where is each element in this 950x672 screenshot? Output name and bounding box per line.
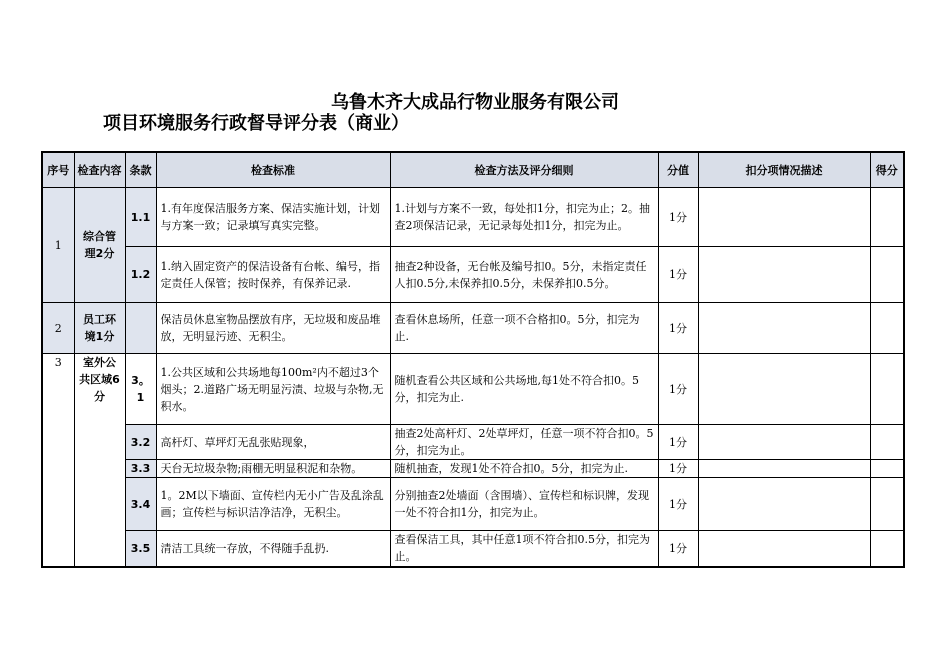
standard-cell: 清洁工具统一存放，不得随手乱扔. [156,531,390,567]
standard-cell: 1.公共区域和公共场地每100m²内不超过3个烟头；2.道路广场无明显污渍、垃圾与杂物,无积水。 [156,354,390,425]
standard-cell: 1.有年度保洁服务方案、保洁实施计划，计划与方案一致；记录填写真实完整。 [156,188,390,247]
method-cell: 随机查看公共区域和公共场地,每1处不符合扣0。5分，扣完为止. [390,354,658,425]
deduction-cell[interactable] [698,425,870,460]
table-row [42,478,904,531]
deduction-cell[interactable] [698,460,870,478]
result-cell[interactable] [870,303,904,354]
score-cell: 1分 [658,478,698,531]
section-seq: 1 [42,188,74,303]
result-cell[interactable] [870,460,904,478]
table-row [42,425,904,460]
score-cell: 1分 [658,460,698,478]
standard-cell: 保洁员休息室物品摆放有序，无垃圾和废品堆放，无明显污迹、无积尘。 [156,303,390,354]
result-cell[interactable] [870,247,904,303]
result-cell[interactable] [870,354,904,425]
form-title: 项目环境服务行政督导评分表（商业） [103,113,409,134]
header-seq: 序号 [42,152,74,188]
method-cell: 查看保洁工具，其中任意1项不符合扣0.5分，扣完为止。 [390,531,658,567]
method-cell: 分别抽查2处墙面（含围墙）、宣传栏和标识牌，发现一处不符合扣1分，扣完为止。 [390,478,658,531]
section-content: 综合管理2分 [74,188,125,303]
deduction-cell[interactable] [698,531,870,567]
section-seq: 2 [42,303,74,354]
section-seq: 3 [42,354,74,567]
standard-cell: 1.纳入固定资产的保洁设备有台帐、编号，指定责任人保管；按时保养，有保养记录. [156,247,390,303]
clause-number: 3。1 [125,354,156,425]
deduction-cell[interactable] [698,188,870,247]
score-cell: 1分 [658,425,698,460]
header-result: 得分 [870,152,904,188]
clause-number: 3.2 [125,425,156,460]
table-row [42,303,904,354]
standard-cell: 1。2M以下墙面、宣传栏内无小广告及乱涂乱画；宣传栏与标识洁净洁净，无积尘。 [156,478,390,531]
clause-number: 1.1 [125,188,156,247]
deduction-cell[interactable] [698,354,870,425]
header-content: 检查内容 [74,152,125,188]
clause-number: 3.5 [125,531,156,567]
score-cell: 1分 [658,354,698,425]
result-cell[interactable] [870,425,904,460]
table-row [42,188,904,247]
method-cell: 抽查2种设备，无台帐及编号扣0。5分，未指定责任人扣0.5分,未保养扣0.5分，未保养扣0.5分。 [390,247,658,303]
table-row [42,247,904,303]
result-cell[interactable] [870,531,904,567]
clause-number [125,303,156,354]
score-cell: 1分 [658,531,698,567]
score-cell: 1分 [658,188,698,247]
deduction-cell[interactable] [698,247,870,303]
clause-number: 1.2 [125,247,156,303]
section-content: 员工环境1分 [74,303,125,354]
table-row [42,531,904,567]
header-clause: 条款 [125,152,156,188]
result-cell[interactable] [870,188,904,247]
table-row [42,460,904,478]
header-standard: 检查标准 [156,152,390,188]
standard-cell: 高杆灯、草坪灯无乱张贴现象， [156,425,390,460]
method-cell: 查看休息场所，任意一项不合格扣0。5分，扣完为止. [390,303,658,354]
method-cell: 抽查2处高杆灯、2处草坪灯，任意一项不符合扣0。5分，扣完为止。 [390,425,658,460]
deduction-cell[interactable] [698,478,870,531]
result-cell[interactable] [870,478,904,531]
method-cell: 1.计划与方案不一致，每处扣1分，扣完为止；2。抽查2项保洁记录，无记录每处扣1分，扣完为止。 [390,188,658,247]
standard-cell: 天台无垃圾杂物;雨棚无明显积泥和杂物。 [156,460,390,478]
company-title: 乌鲁木齐大成品行物业服务有限公司 [331,92,619,113]
score-cell: 1分 [658,303,698,354]
header-score: 分值 [658,152,698,188]
header-method: 检查方法及评分细则 [390,152,658,188]
section-content: 室外公共区域6分 [74,354,125,567]
table-row [42,354,904,425]
method-cell: 随机抽查，发现1处不符合扣0。5分，扣完为止. [390,460,658,478]
evaluation-table [41,151,905,568]
deduction-cell[interactable] [698,303,870,354]
header-deduction: 扣分项情况描述 [698,152,870,188]
score-cell: 1分 [658,247,698,303]
header-row [42,152,904,188]
clause-number: 3.3 [125,460,156,478]
clause-number: 3.4 [125,478,156,531]
